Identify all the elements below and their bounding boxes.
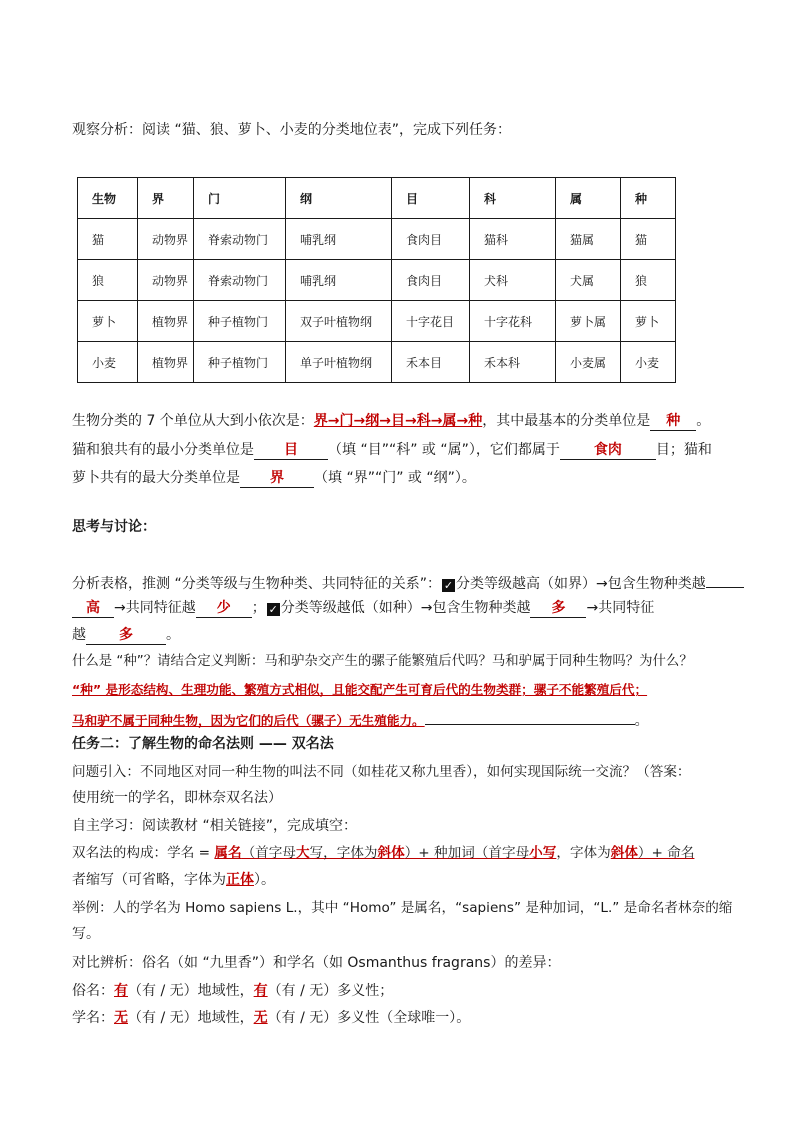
q3-answer-1: “种” 是形态结构、生理功能、繁殖方式相似，且能交配产生可育后代的生物类群；骡子不能繁殖后代； [72, 682, 648, 697]
q2-text: 。 [166, 627, 180, 643]
table-cell: 小麦属 [556, 342, 621, 383]
task2-title: 任务二：了解生物的命名法则 —— 双名法 [72, 736, 334, 752]
example-line-2: 写。 [72, 926, 100, 942]
table-header-cell: 界 [138, 178, 194, 219]
formula-text: ，字体为 [556, 845, 611, 861]
table-cell: 脊索动物门 [194, 260, 286, 301]
formula-text: （首字母 [241, 845, 296, 861]
table-cell: 猫属 [556, 219, 621, 260]
table-row [78, 260, 676, 301]
q2-text: →共同特征 [586, 600, 655, 616]
q1-text: 。 [696, 413, 711, 429]
common-name-label: 俗名： [72, 983, 114, 999]
q1-answer-basic-unit: 种 [650, 412, 696, 431]
scientific-name-label: 学名： [72, 1010, 114, 1026]
table-cell: 禾本目 [392, 342, 470, 383]
table-cell: 小麦 [78, 342, 138, 383]
q2-line-2 [72, 597, 654, 619]
table-header-cell: 纲 [286, 178, 392, 219]
table-row [78, 342, 676, 383]
q2-text: 分析表格，推测 “分类等级与生物种类、共同特征的关系”： [72, 576, 441, 592]
scientific-name-text: （有 / 无）多义性（全球唯一）。 [267, 1010, 471, 1026]
q3-answer-2: 马和驴不属于同种生物，因为它们的后代（骡子）无生殖能力。 [72, 713, 425, 728]
table-cell: 禾本科 [470, 342, 556, 383]
formula-answer-genus: 属名 [214, 845, 242, 861]
formula-text: 双名法的构成：学名 = [72, 845, 215, 861]
table-cell: 狼 [78, 260, 138, 301]
formula-answer-lower: 小写 [529, 845, 557, 861]
table-cell: 双子叶植物纲 [286, 301, 392, 342]
q2-text: 越 [72, 627, 86, 643]
table-row [78, 219, 676, 260]
table-cell: 单子叶植物纲 [286, 342, 392, 383]
intro-text: 观察分析：阅读 “猫、狼、萝卜、小麦的分类地位表”，完成下列任务： [72, 122, 511, 138]
classification-table [77, 177, 676, 383]
discussion-title: 思考与讨论： [72, 519, 156, 535]
q2-answer-4: 多 [86, 626, 166, 645]
table-cell: 食肉目 [392, 219, 470, 260]
q1-answer-largest-unit: 界 [240, 469, 314, 488]
binomial-formula-line-1 [72, 842, 694, 864]
formula-answer-roman: 正体 [226, 872, 254, 888]
table-cell: 萝卜属 [556, 301, 621, 342]
q3-answer-line-2 [72, 706, 649, 732]
q3-blank-line [425, 706, 635, 725]
table-header-cell: 种 [621, 178, 676, 219]
q3-text: 。 [634, 713, 649, 729]
table-row [78, 301, 676, 342]
table-cell: 哺乳纲 [286, 260, 392, 301]
q1-answer-order: 界→门→纲→目→科→属→种 [313, 413, 483, 429]
table-cell: 十字花科 [470, 301, 556, 342]
q2-text: →共同特征越 [114, 600, 196, 616]
q1-answer-order-name: 食肉 [560, 441, 656, 460]
table-cell: 犬属 [556, 260, 621, 301]
table-cell: 食肉目 [392, 260, 470, 301]
scientific-name-answer-2: 无 [253, 1010, 268, 1026]
table-cell: 动物界 [138, 219, 194, 260]
table-cell: 猫 [78, 219, 138, 260]
checkbox-checked-icon: ✓ [443, 579, 454, 592]
q1-line-3 [72, 467, 476, 489]
formula-text: ）+ 种加词（首字母 [404, 845, 530, 861]
q1-text: 生物分类的 7 个单位从大到小依次是： [72, 413, 314, 429]
table-cell: 小麦 [621, 342, 676, 383]
q2-text: 分类等级越低（如种）→包含生物种类越 [280, 600, 531, 616]
task2-intro-1: 问题引入：不同地区对同一种生物的叫法不同（如桂花又称九里香），如何实现国际统一交流？（答案： [72, 764, 691, 780]
table-cell: 种子植物门 [194, 301, 286, 342]
table-cell: 萝卜 [621, 301, 676, 342]
q1-answer-smallest-unit: 目 [254, 441, 328, 460]
table-cell: 哺乳纲 [286, 219, 392, 260]
compare-line: 对比辨析：俗名（如 “九里香”）和学名（如 Osmanthus fragrans）的差异： [72, 955, 561, 971]
table-header-cell: 生物 [78, 178, 138, 219]
q2-line-1 [72, 569, 744, 595]
table-header-cell: 门 [194, 178, 286, 219]
q1-line-2 [72, 439, 712, 461]
task2-self-study: 自主学习：阅读教材 “相关链接”，完成填空： [72, 818, 357, 834]
table-cell: 萝卜 [78, 301, 138, 342]
task2-intro-2: 使用统一的学名，即林奈双名法） [72, 790, 282, 806]
formula-answer-italic: 斜体 [377, 845, 405, 861]
q1-text: 萝卜共有的最大分类单位是 [72, 470, 240, 486]
formula-answer-upper: 大 [295, 845, 310, 861]
table-cell: 狼 [621, 260, 676, 301]
common-name-text: （有 / 无）多义性； [267, 983, 394, 999]
formula-text: 写，字体为 [309, 845, 378, 861]
common-name-answer-1: 有 [114, 983, 128, 999]
table-cell: 脊索动物门 [194, 219, 286, 260]
q2-text: ； [251, 600, 266, 616]
common-name-text: （有 / 无）地域性， [128, 983, 254, 999]
table-cell: 植物界 [138, 301, 194, 342]
formula-text: ）+ 命名 [637, 845, 695, 861]
table-cell: 犬科 [470, 260, 556, 301]
q2-text: 分类等级越高（如界）→包含生物种类越 [455, 576, 706, 592]
table-header-cell: 目 [392, 178, 470, 219]
common-name-answer-2: 有 [253, 983, 268, 999]
table-cell: 十字花目 [392, 301, 470, 342]
q1-line-1 [72, 410, 710, 432]
formula-text: 者缩写（可省略，字体为 [72, 872, 226, 888]
example-line-1: 举例：人的学名为 Homo sapiens L.，其中 “Homo” 是属名，“sapiens” 是种加词，“L.” 是命名者林奈的缩 [72, 900, 733, 916]
q1-text: 猫和狼共有的最小分类单位是 [72, 442, 254, 458]
q2-answer-2: 少 [196, 599, 252, 618]
table-cell: 植物界 [138, 342, 194, 383]
table-cell: 动物界 [138, 260, 194, 301]
formula-text: ）。 [254, 872, 275, 888]
q3-question: 什么是 “种”？请结合定义判断：马和驴杂交产生的骡子能繁殖后代吗？马和驴属于同种生物吗？为什么？ [72, 654, 693, 669]
q2-answer-3: 多 [530, 599, 586, 618]
scientific-name-line [72, 1007, 470, 1029]
scientific-name-text: （有 / 无）地域性， [128, 1010, 254, 1026]
table-header-cell: 科 [470, 178, 556, 219]
table-cell: 种子植物门 [194, 342, 286, 383]
table-cell: 猫 [621, 219, 676, 260]
scientific-name-answer-1: 无 [114, 1010, 128, 1026]
q1-text: ，其中最基本的分类单位是 [482, 413, 651, 429]
common-name-line [72, 980, 393, 1002]
q2-line-3 [72, 624, 180, 646]
table-header-row [78, 178, 676, 219]
q2-blank-line [706, 569, 744, 588]
q1-text: （填 “界”“门” 或 “纲”）。 [314, 470, 476, 486]
q1-text: （填 “目”“科” 或 “属”），它们都属于 [328, 442, 560, 458]
checkbox-checked-icon: ✓ [268, 603, 278, 616]
table-cell: 猫科 [470, 219, 556, 260]
binomial-formula-line-2 [72, 869, 275, 891]
q2-answer-1: 高 [72, 599, 114, 618]
q1-text: 目；猫和 [655, 442, 712, 458]
formula-answer-italic-2: 斜体 [610, 845, 638, 861]
table-header-cell: 属 [556, 178, 621, 219]
